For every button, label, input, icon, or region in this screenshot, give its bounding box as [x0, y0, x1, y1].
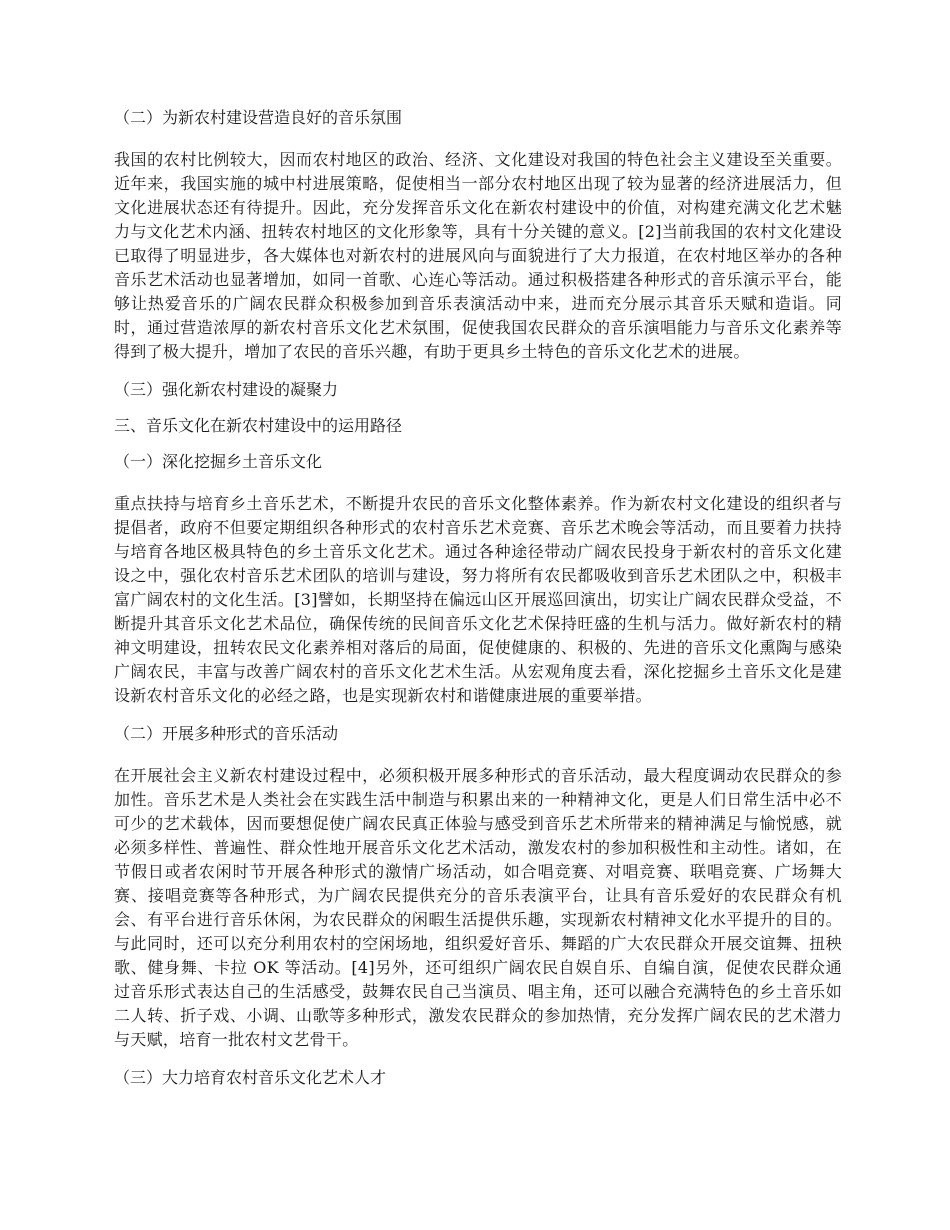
section-heading-3-2: （二）开展多种形式的音乐活动 — [114, 724, 339, 743]
section-heading-3: 三、音乐文化在新农村建设中的运用路径 — [114, 416, 403, 435]
paragraph-music-activities: 在开展社会主义新农村建设过程中，必须积极开展多种形式的音乐活动，最大程度调动农民群众的参加性。音乐艺术是人类社会在实践生活中制造与积累出来的一种精神文化，更是人们日常生活中必不可少的艺术载体，因而要想促使广阔农民真正体验与感受到音乐艺术所带来的精神满足与愉悦感，就必须多样性、普遍性、群众性地开展音乐文化艺术活动，激发农村的参加积极性和主动性。诸如，在节假日或者农闲时节开展各种形式的激情广场活动，如合唱竞赛、对唱竞赛、联唱竞赛、广场舞大赛、接唱竞赛等各种形式，为广阔农民提供充分的音乐表演平台，让具有音乐爱好的农民群众有机会、有平台进行音乐休闲，为农民群众的闲暇生活提供乐趣，实现新农村精神文化水平提升的目的。与此同时，还可以充分利用农村的空闲场地，组织爱好音乐、舞蹈的广大农民群众开展交谊舞、扭秧歌、健身舞、卡拉 OK 等活动。[4]另外，还可组织广阔农民自娱自乐、自编自演，促使农民群众通过音乐形式表达自己的生活感受，鼓舞农民自己当演员、唱主角，还可以融合充满特色的乡土音乐如二人转、折子戏、小调、山歌等多种形式，激发农民群众的参加热情，充分发挥广阔农民的艺术潜力与天赋，培育一批农村文艺骨干。 — [114, 766, 842, 1049]
section-heading-3-1: （一）深化挖掘乡土音乐文化 — [114, 452, 323, 471]
paragraph-local-music-culture: 重点扶持与培育乡土音乐艺术，不断提升农民的音乐文化整体素养。作为新农村文化建设的组织者与提倡者，政府不但要定期组织各种形式的农村音乐艺术竞赛、音乐艺术晚会等活动，而且要着力扶持与培育各地区极具特色的乡土音乐文化艺术。通过各种途径带动广阔农民投身于新农村的音乐文化建设之中，强化农村音乐艺术团队的培训与建设，努力将所有农民都吸收到音乐艺术团队之中，积极丰富广阔农村的文化生活。[3]譬如，长期坚持在偏远山区开展巡回演出，切实让广阔农民群众受益，不断提升其音乐文化艺术品位，确保传统的民间音乐文化艺术保持旺盛的生机与活力。做好新农村的精神文明建设，扭转农民文化素养相对落后的局面，促使健康的、积极的、先进的音乐文化熏陶与感染广阔农民，丰富与改善广阔农村的音乐文化艺术生活。从宏观角度去看，深化挖掘乡土音乐文化是建设新农村音乐文化的必经之路，也是实现新农村和谐健康进展的重要举措。 — [114, 494, 842, 705]
section-heading-2-3: （三）强化新农村建设的凝聚力 — [114, 380, 339, 399]
paragraph-music-atmosphere: 我国的农村比例较大，因而农村地区的政治、经济、文化建设对我国的特色社会主义建设至关重要。近年来，我国实施的城中村进展策略，促使相当一部分农村地区出现了较为显著的经济进展活力，但文化进展状态还有待提升。因此，充分发挥音乐文化在新农村建设中的价值，对构建充满文化艺术魅力与文化艺术内涵、扭转农村地区的文化形象等，具有十分关键的意义。[2]当前我国的农村文化建设已取得了明显进步，各大媒体也对新农村的进展风向与面貌进行了大力报道，在农村地区举办的各种音乐艺术活动也显著增加，如同一首歌、心连心等活动。通过积极搭建各种形式的音乐演示平台，能够让热爱音乐的广阔农民群众积极参加到音乐表演活动中来，进而充分展示其音乐天赋和造诣。同时，通过营造浓厚的新农村音乐文化艺术氛围，促使我国农民群众的音乐演唱能力与音乐文化素养等得到了极大提升，增加了农民的音乐兴趣，有助于更具乡土特色的音乐文化艺术的进展。 — [114, 150, 842, 361]
section-heading-3-3: （三）大力培育农村音乐文化艺术人才 — [114, 1068, 387, 1087]
document-page — [114, 106, 842, 1108]
section-heading-2-2: （二）为新农村建设营造良好的音乐氛围 — [114, 108, 403, 127]
